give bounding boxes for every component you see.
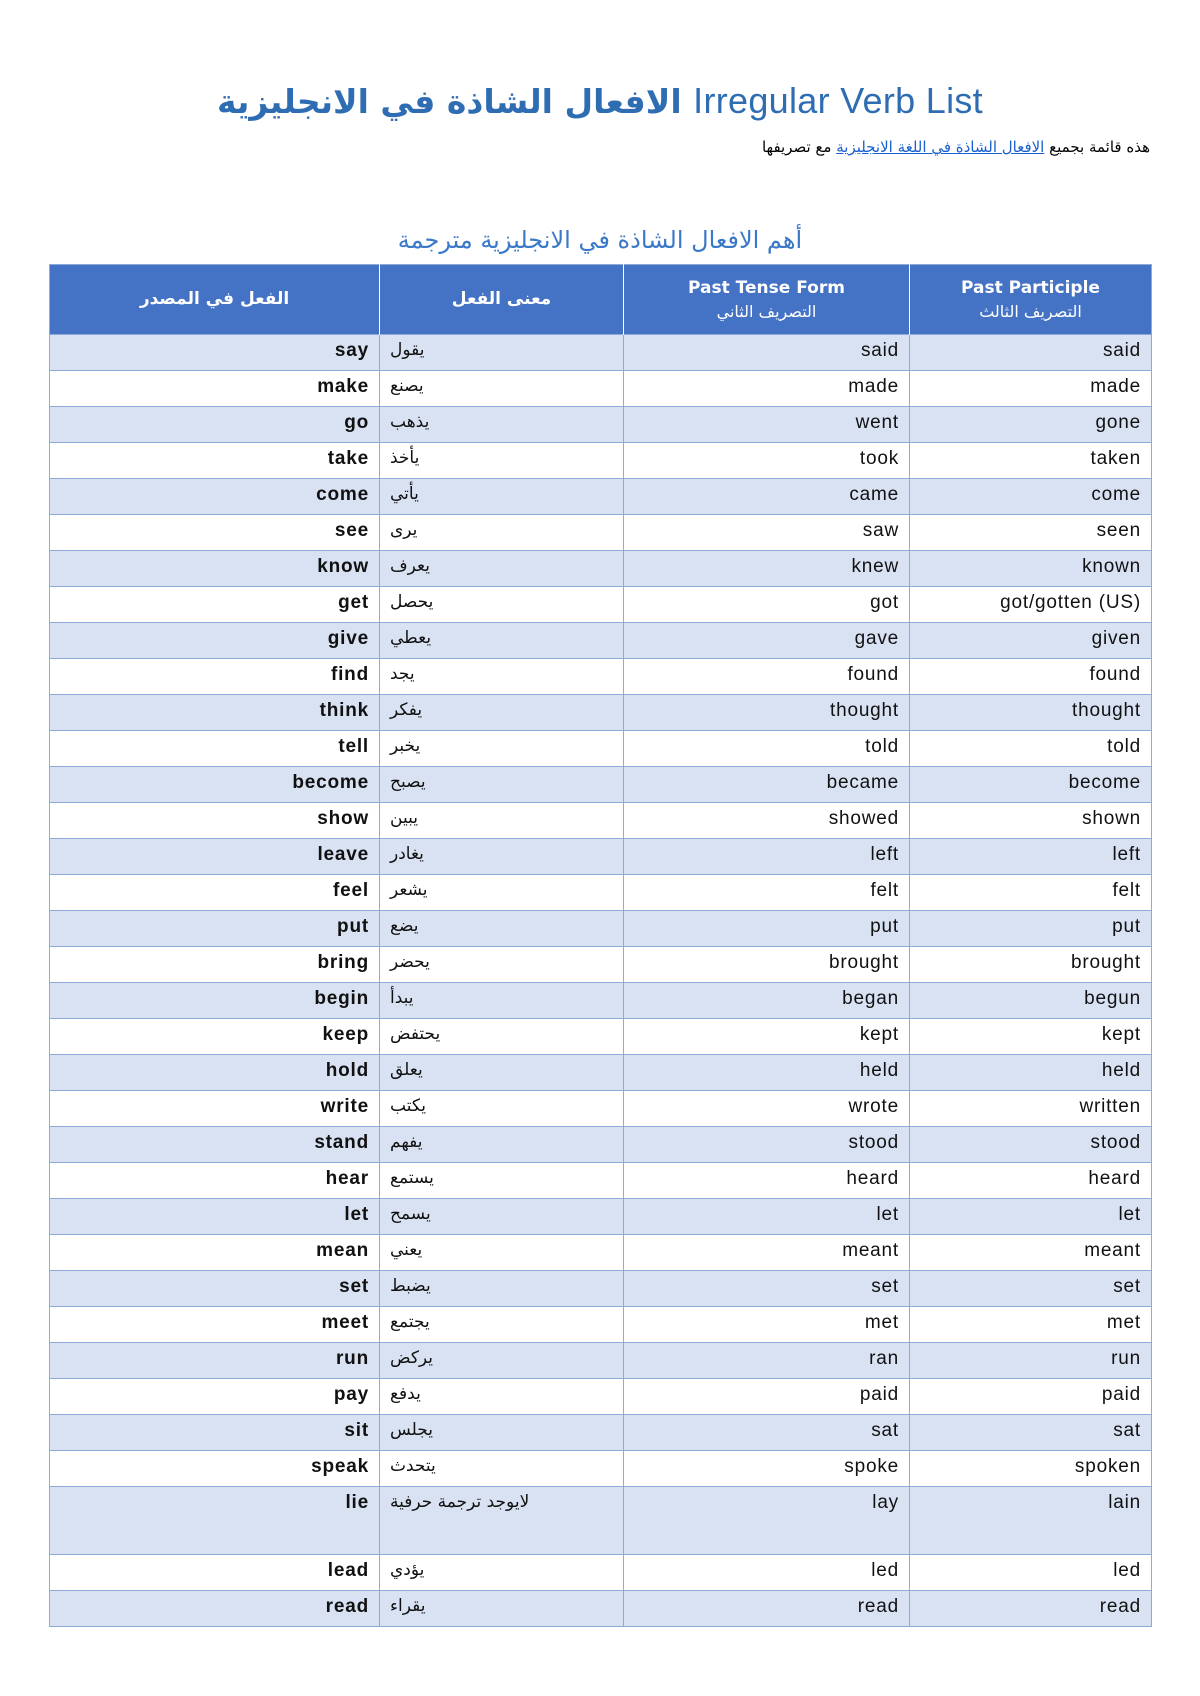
cell-past-tense: left — [624, 839, 910, 875]
cell-base-form: make — [50, 371, 380, 407]
cell-base-form: come — [50, 479, 380, 515]
cell-past-tense: met — [624, 1307, 910, 1343]
cell-past-participle: gone — [910, 407, 1152, 443]
cell-past-tense: sat — [624, 1415, 910, 1451]
table-row — [50, 1591, 1152, 1627]
cell-base-form: get — [50, 587, 380, 623]
cell-base-form: show — [50, 803, 380, 839]
table-row — [50, 1271, 1152, 1307]
table-row — [50, 731, 1152, 767]
cell-meaning: يشعر — [380, 875, 624, 911]
cell-base-form: run — [50, 1343, 380, 1379]
table-row — [50, 1343, 1152, 1379]
cell-past-tense: kept — [624, 1019, 910, 1055]
table-row — [50, 875, 1152, 911]
cell-base-form: lie — [50, 1487, 380, 1555]
cell-past-participle: shown — [910, 803, 1152, 839]
table-row — [50, 767, 1152, 803]
cell-past-tense: showed — [624, 803, 910, 839]
table-row — [50, 587, 1152, 623]
cell-base-form: begin — [50, 983, 380, 1019]
cell-meaning: يركض — [380, 1343, 624, 1379]
verb-table-body — [50, 335, 1152, 1627]
table-header-row — [50, 265, 1152, 335]
header-past-participle: Past Participle التصريف الثالث — [910, 265, 1152, 335]
cell-base-form: hear — [50, 1163, 380, 1199]
title-english: Irregular Verb List — [693, 80, 983, 121]
cell-past-tense: knew — [624, 551, 910, 587]
table-row — [50, 407, 1152, 443]
cell-meaning: يحتفض — [380, 1019, 624, 1055]
cell-past-tense: spoke — [624, 1451, 910, 1487]
cell-meaning: يعرف — [380, 551, 624, 587]
cell-base-form: find — [50, 659, 380, 695]
table-row — [50, 515, 1152, 551]
cell-past-participle: become — [910, 767, 1152, 803]
header-past-tense: Past Tense Form التصريف الثاني — [624, 265, 910, 335]
title-arabic: الافعال الشاذة في الانجليزية — [217, 82, 682, 121]
table-row — [50, 947, 1152, 983]
cell-meaning: يجلس — [380, 1415, 624, 1451]
table-row — [50, 659, 1152, 695]
cell-meaning: يدفع — [380, 1379, 624, 1415]
cell-meaning: يقراء — [380, 1591, 624, 1627]
cell-base-form: stand — [50, 1127, 380, 1163]
table-row — [50, 1091, 1152, 1127]
cell-base-form: give — [50, 623, 380, 659]
cell-past-tense: read — [624, 1591, 910, 1627]
table-row — [50, 335, 1152, 371]
table-row — [50, 551, 1152, 587]
cell-past-participle: paid — [910, 1379, 1152, 1415]
cell-past-participle: said — [910, 335, 1152, 371]
cell-base-form: set — [50, 1271, 380, 1307]
cell-meaning: يأخذ — [380, 443, 624, 479]
cell-base-form: sit — [50, 1415, 380, 1451]
cell-base-form: tell — [50, 731, 380, 767]
cell-meaning: يفهم — [380, 1127, 624, 1163]
table-row — [50, 479, 1152, 515]
cell-past-participle: felt — [910, 875, 1152, 911]
table-row — [50, 1307, 1152, 1343]
cell-past-participle: sat — [910, 1415, 1152, 1451]
cell-past-tense: found — [624, 659, 910, 695]
cell-base-form: mean — [50, 1235, 380, 1271]
cell-base-form: read — [50, 1591, 380, 1627]
table-row — [50, 1415, 1152, 1451]
cell-past-participle: got/gotten (US) — [910, 587, 1152, 623]
cell-meaning: يأتي — [380, 479, 624, 515]
table-row — [50, 1235, 1152, 1271]
cell-past-participle: lain — [910, 1487, 1152, 1555]
header-meaning: معنى الفعل — [380, 265, 624, 335]
table-row — [50, 1019, 1152, 1055]
cell-meaning: يحضر — [380, 947, 624, 983]
table-row — [50, 1451, 1152, 1487]
cell-past-tense: meant — [624, 1235, 910, 1271]
cell-past-tense: led — [624, 1555, 910, 1591]
cell-past-participle: set — [910, 1271, 1152, 1307]
cell-past-tense: gave — [624, 623, 910, 659]
cell-past-participle: read — [910, 1591, 1152, 1627]
cell-base-form: lead — [50, 1555, 380, 1591]
cell-past-participle: let — [910, 1199, 1152, 1235]
cell-past-participle: met — [910, 1307, 1152, 1343]
cell-past-tense: ran — [624, 1343, 910, 1379]
cell-past-tense: stood — [624, 1127, 910, 1163]
cell-past-tense: heard — [624, 1163, 910, 1199]
cell-past-tense: lay — [624, 1487, 910, 1555]
table-row — [50, 1487, 1152, 1555]
cell-past-participle: made — [910, 371, 1152, 407]
cell-meaning: يتحدث — [380, 1451, 624, 1487]
cell-meaning: يجتمع — [380, 1307, 624, 1343]
cell-base-form: meet — [50, 1307, 380, 1343]
cell-past-tense: saw — [624, 515, 910, 551]
table-row — [50, 1163, 1152, 1199]
cell-past-tense: set — [624, 1271, 910, 1307]
cell-past-participle: written — [910, 1091, 1152, 1127]
cell-base-form: pay — [50, 1379, 380, 1415]
cell-base-form: bring — [50, 947, 380, 983]
cell-past-participle: spoken — [910, 1451, 1152, 1487]
header-base-form: الفعل في المصدر — [139, 289, 290, 309]
cell-past-participle: found — [910, 659, 1152, 695]
irregular-verbs-link[interactable]: الافعال الشاذة في اللغة الانجليزية — [836, 138, 1045, 156]
cell-meaning: يحصل — [380, 587, 624, 623]
cell-past-tense: told — [624, 731, 910, 767]
verb-table — [49, 264, 1152, 1627]
cell-past-tense: went — [624, 407, 910, 443]
cell-past-tense: let — [624, 1199, 910, 1235]
cell-past-participle: brought — [910, 947, 1152, 983]
cell-base-form: let — [50, 1199, 380, 1235]
cell-past-participle: meant — [910, 1235, 1152, 1271]
cell-meaning: يضع — [380, 911, 624, 947]
cell-base-form: hold — [50, 1055, 380, 1091]
intro-before: هذه قائمة بجميع — [1049, 138, 1150, 156]
cell-past-participle: begun — [910, 983, 1152, 1019]
cell-meaning: يبدأ — [380, 983, 624, 1019]
cell-past-tense: got — [624, 587, 910, 623]
table-row — [50, 1555, 1152, 1591]
cell-meaning: يعني — [380, 1235, 624, 1271]
cell-past-participle: kept — [910, 1019, 1152, 1055]
cell-meaning: يصبح — [380, 767, 624, 803]
cell-meaning: يخبر — [380, 731, 624, 767]
cell-past-tense: paid — [624, 1379, 910, 1415]
cell-base-form: go — [50, 407, 380, 443]
cell-meaning: يكتب — [380, 1091, 624, 1127]
cell-past-participle: held — [910, 1055, 1152, 1091]
cell-past-participle: known — [910, 551, 1152, 587]
cell-meaning: يسمح — [380, 1199, 624, 1235]
cell-past-participle: stood — [910, 1127, 1152, 1163]
cell-base-form: take — [50, 443, 380, 479]
cell-past-tense: brought — [624, 947, 910, 983]
table-row — [50, 1055, 1152, 1091]
cell-base-form: feel — [50, 875, 380, 911]
cell-past-tense: began — [624, 983, 910, 1019]
cell-meaning: يبين — [380, 803, 624, 839]
cell-past-tense: made — [624, 371, 910, 407]
cell-past-participle: seen — [910, 515, 1152, 551]
cell-meaning: يفكر — [380, 695, 624, 731]
cell-past-participle: taken — [910, 443, 1152, 479]
cell-base-form: write — [50, 1091, 380, 1127]
cell-past-tense: held — [624, 1055, 910, 1091]
section-title: أهم الافعال الشاذة في الانجليزية مترجمة — [397, 226, 803, 254]
cell-base-form: think — [50, 695, 380, 731]
cell-past-participle: led — [910, 1555, 1152, 1591]
cell-base-form: know — [50, 551, 380, 587]
cell-past-tense: became — [624, 767, 910, 803]
table-row — [50, 983, 1152, 1019]
cell-meaning: يعطي — [380, 623, 624, 659]
table-row — [50, 911, 1152, 947]
cell-meaning: يستمع — [380, 1163, 624, 1199]
cell-past-tense: came — [624, 479, 910, 515]
table-row — [50, 1199, 1152, 1235]
table-row — [50, 803, 1152, 839]
cell-past-participle: left — [910, 839, 1152, 875]
table-row — [50, 695, 1152, 731]
cell-past-participle: thought — [910, 695, 1152, 731]
table-row — [50, 443, 1152, 479]
cell-past-tense: wrote — [624, 1091, 910, 1127]
cell-meaning: يذهب — [380, 407, 624, 443]
table-row — [50, 371, 1152, 407]
cell-meaning: لايوجد ترجمة حرفية — [380, 1487, 624, 1555]
cell-past-tense: thought — [624, 695, 910, 731]
cell-past-participle: told — [910, 731, 1152, 767]
cell-past-participle: come — [910, 479, 1152, 515]
cell-base-form: become — [50, 767, 380, 803]
page-title — [0, 80, 1200, 122]
cell-base-form: speak — [50, 1451, 380, 1487]
cell-past-tense: took — [624, 443, 910, 479]
cell-base-form: leave — [50, 839, 380, 875]
cell-past-tense: said — [624, 335, 910, 371]
intro-after: مع تصريفها — [761, 138, 832, 156]
cell-base-form: put — [50, 911, 380, 947]
cell-past-tense: put — [624, 911, 910, 947]
cell-meaning: يغادر — [380, 839, 624, 875]
cell-meaning: يصنع — [380, 371, 624, 407]
cell-base-form: say — [50, 335, 380, 371]
cell-past-participle: put — [910, 911, 1152, 947]
cell-meaning: يعلق — [380, 1055, 624, 1091]
cell-past-participle: run — [910, 1343, 1152, 1379]
cell-meaning: يضبط — [380, 1271, 624, 1307]
table-row — [50, 623, 1152, 659]
table-row — [50, 1379, 1152, 1415]
cell-base-form: keep — [50, 1019, 380, 1055]
cell-past-participle: given — [910, 623, 1152, 659]
table-row — [50, 1127, 1152, 1163]
cell-base-form: see — [50, 515, 380, 551]
cell-meaning: يقول — [380, 335, 624, 371]
cell-past-tense: felt — [624, 875, 910, 911]
cell-past-participle: heard — [910, 1163, 1152, 1199]
cell-meaning: يؤدي — [380, 1555, 624, 1591]
intro-text — [762, 138, 1150, 156]
cell-meaning: يجد — [380, 659, 624, 695]
cell-meaning: يرى — [380, 515, 624, 551]
table-row — [50, 839, 1152, 875]
